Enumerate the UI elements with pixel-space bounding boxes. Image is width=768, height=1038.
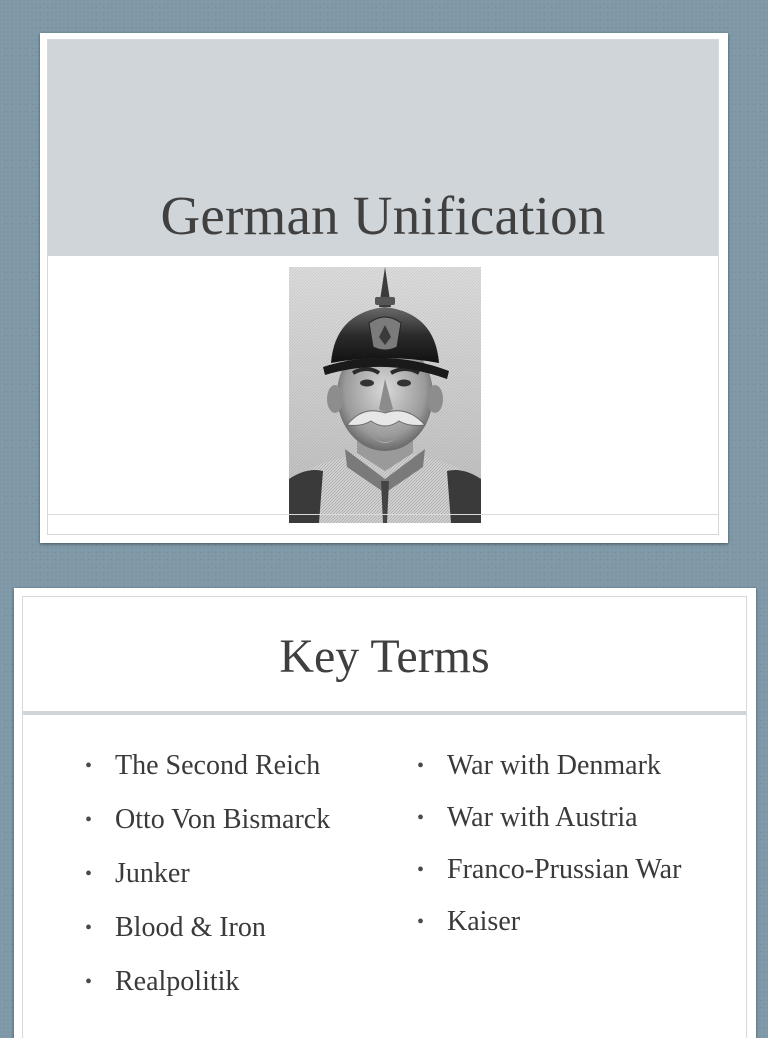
slide-footer-line — [48, 514, 718, 515]
term-label: The Second Reich — [115, 750, 321, 781]
slide-heading: Key Terms — [279, 630, 490, 683]
title-slide-frame — [47, 39, 719, 535]
key-terms-left-list — [85, 750, 405, 1020]
key-terms-slide-frame — [22, 596, 747, 1038]
term-label: War with Denmark — [447, 750, 661, 781]
bullet-icon: • — [85, 755, 93, 777]
bullet-icon: • — [85, 863, 93, 885]
list-item — [85, 750, 405, 782]
list-item — [417, 750, 717, 782]
key-terms-right-list — [417, 750, 717, 958]
list-item — [85, 912, 405, 944]
term-label: Kaiser — [447, 906, 521, 937]
list-item — [85, 858, 405, 890]
bullet-icon: • — [85, 917, 93, 939]
term-label: Junker — [115, 858, 190, 889]
bullet-icon: • — [417, 755, 425, 777]
bullet-icon: • — [85, 809, 93, 831]
list-item — [85, 804, 405, 836]
bullet-icon: • — [417, 911, 425, 933]
list-item — [417, 854, 717, 886]
list-item — [417, 906, 717, 938]
key-terms-slide — [14, 588, 756, 1038]
term-label: Realpolitik — [115, 966, 240, 997]
bismarck-portrait — [289, 267, 481, 523]
term-label: Otto Von Bismarck — [115, 804, 331, 835]
heading-divider — [23, 711, 746, 715]
list-item — [417, 802, 717, 834]
slide-title: German Unification — [160, 185, 606, 246]
term-label: War with Austria — [447, 802, 638, 833]
bullet-icon: • — [417, 859, 425, 881]
list-item — [85, 966, 405, 998]
term-label: Blood & Iron — [115, 912, 266, 943]
title-slide — [40, 33, 728, 543]
bullet-icon: • — [417, 807, 425, 829]
term-label: Franco-Prussian War — [447, 854, 682, 885]
bullet-icon: • — [85, 971, 93, 993]
